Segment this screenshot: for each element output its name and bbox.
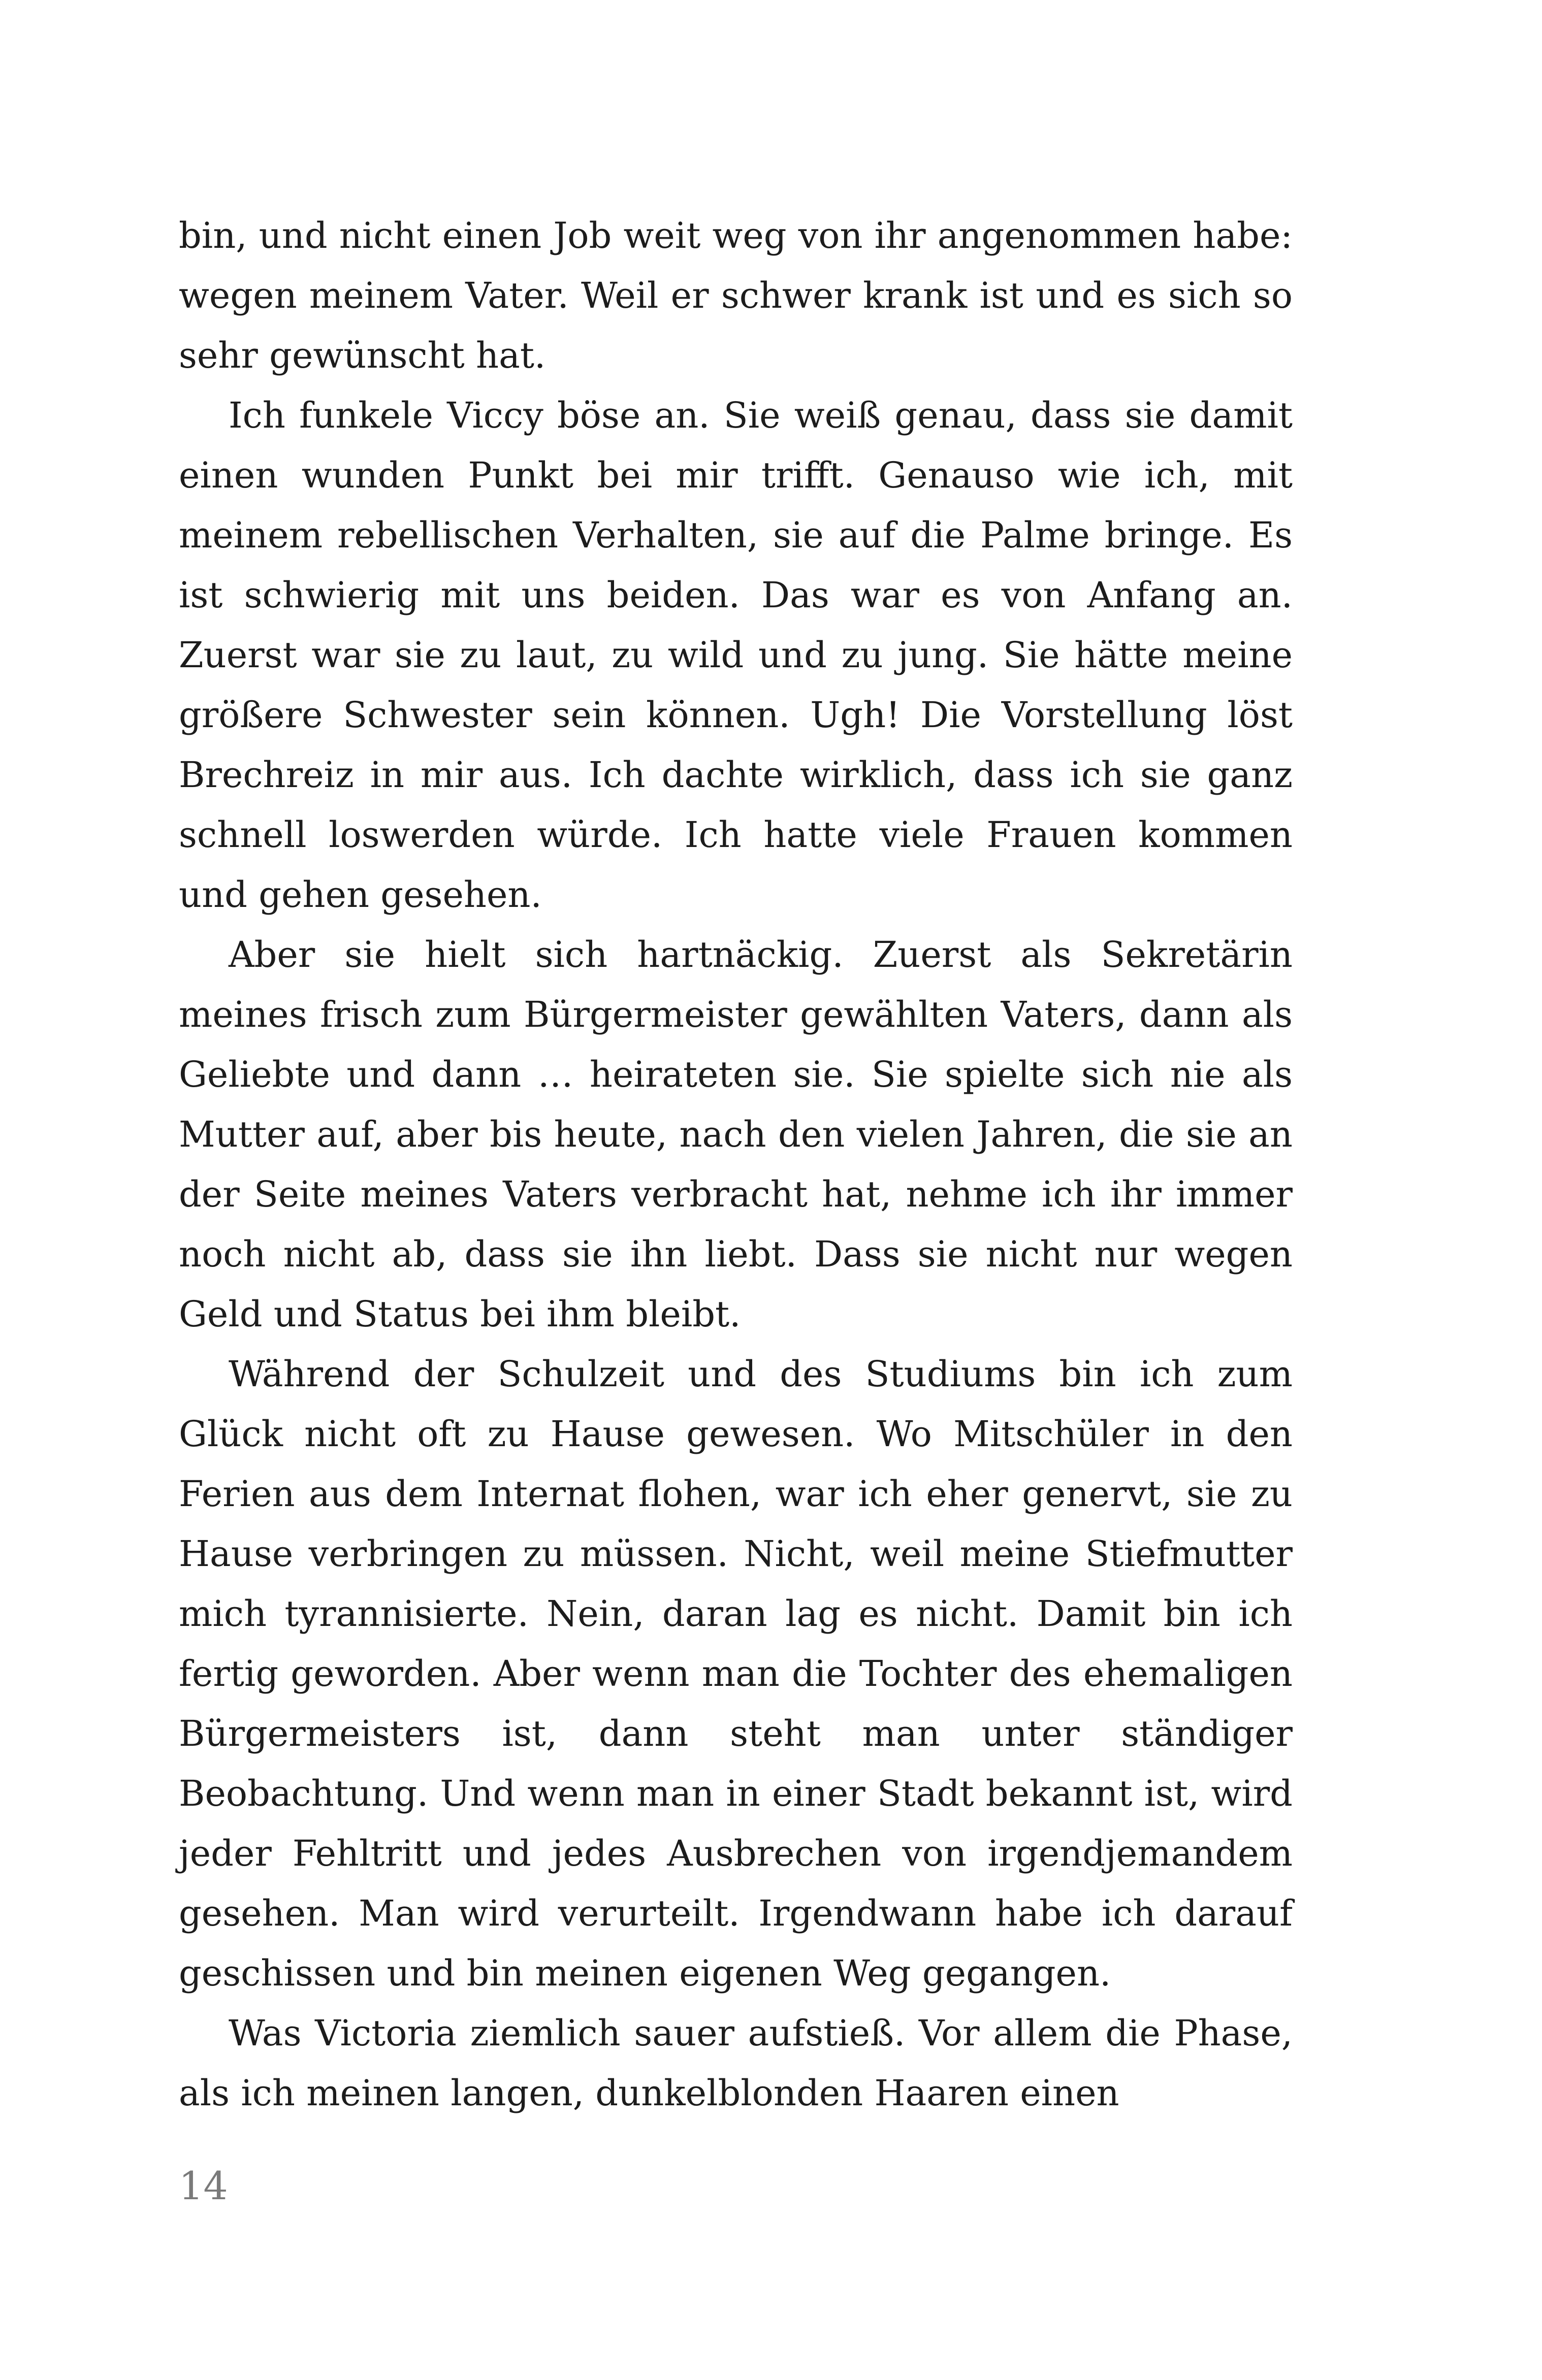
paragraph-5: Was Victoria ziemlich sauer aufstieß. Vor allem die Phase, als ich meinen langen, dunkelblonden Haaren einen <box>179 2012 1293 2114</box>
page-number: 14 <box>179 2163 228 2208</box>
paragraph-2: Ich funkele Viccy böse an. Sie weiß genau, dass sie damit einen wunden Punkt bei mir trifft. Genauso wie ich, mit meinem rebellischen Verhalten, sie auf die Palme bringe. Es ist schwierig mit uns beiden. Das war es von Anfang an. Zuerst war sie zu laut, zu wild und zu jung. Sie hätte meine größere Schwester sein können. Ugh! Die Vorstellung löst Brechreiz in mir aus. Ich dachte wirklich, dass ich sie ganz schnell loswerden würde. Ich hatte viele Frauen kommen und gehen gesehen. <box>179 395 1293 916</box>
body-text <box>179 206 1293 2123</box>
paragraph-1: bin, und nicht einen Job weit weg von ihr angenommen habe: wegen meinem Vater. Weil er schwer krank ist und es sich so sehr gewünscht hat. <box>179 215 1293 376</box>
paragraph-4: Während der Schulzeit und des Studiums bin ich zum Glück nicht oft zu Hause gewesen. Wo Mitschüler in den Ferien aus dem Internat flohen, war ich eher genervt, sie zu Hause verbringen zu müssen. Nicht, weil meine Stiefmutter mich tyrannisierte. Nein, daran lag es nicht. Damit bin ich fertig geworden. Aber wenn man die Tochter des ehemaligen Bürgermeisters ist, dann steht man unter ständiger Beobachtung. Und wenn man in einer Stadt bekannt ist, wird jeder Fehltritt und jedes Ausbrechen von irgendjemandem gesehen. Man wird verurteilt. Irgendwann habe ich darauf geschissen und bin meinen eigenen Weg gegangen. <box>179 1353 1293 1994</box>
paragraph-3: Aber sie hielt sich hartnäckig. Zuerst als Sekretärin meines frisch zum Bürgermeister gewählten Vaters, dann als Geliebte und dann … heirateten sie. Sie spielte sich nie als Mutter auf, aber bis heute, nach den vielen Jahren, die sie an der Seite meines Vaters verbracht hat, nehme ich ihr immer noch nicht ab, dass sie ihn liebt. Dass sie nicht nur wegen Geld und Status bei ihm bleibt. <box>179 934 1293 1335</box>
